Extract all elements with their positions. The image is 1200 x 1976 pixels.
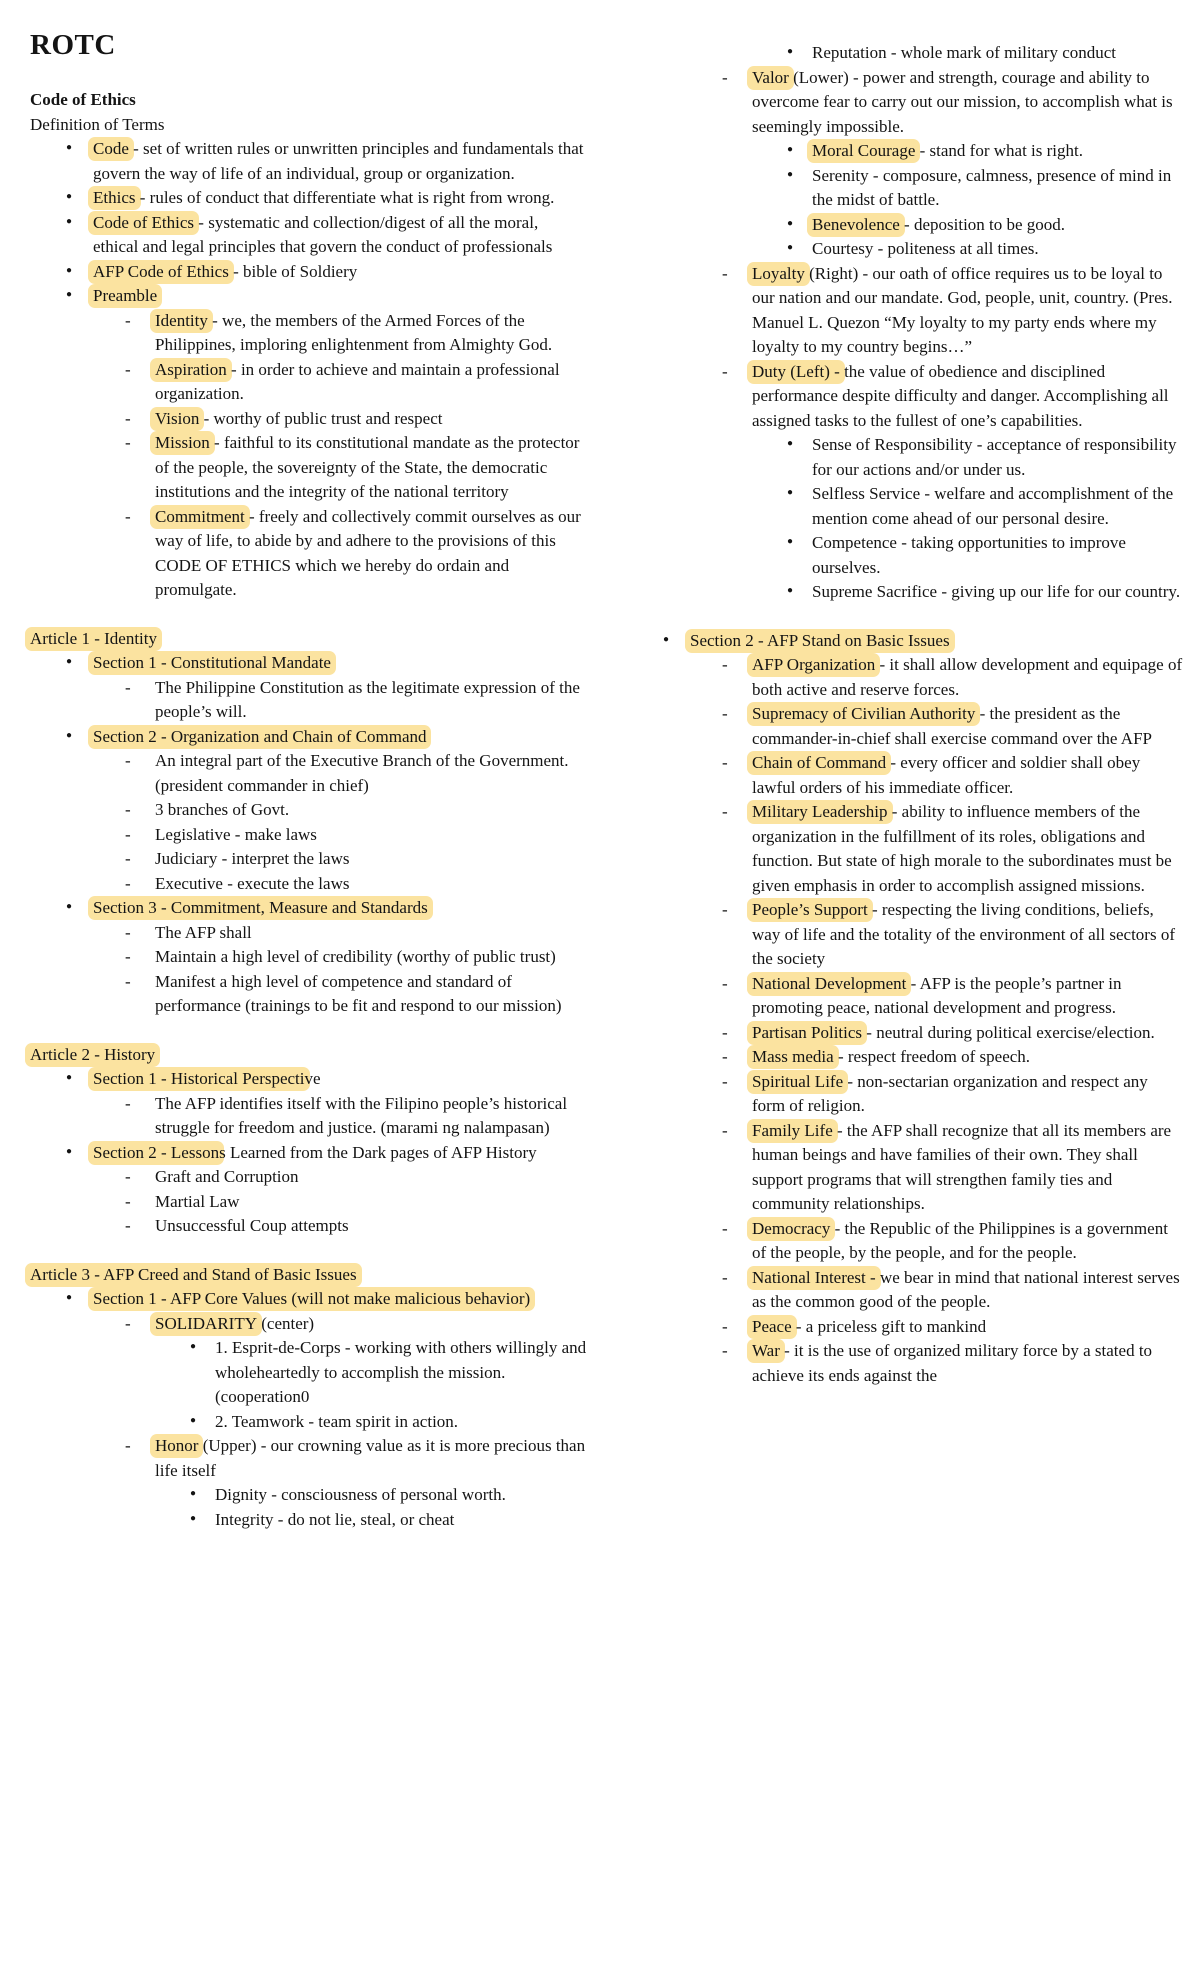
bullet-marker-icon: ●	[66, 142, 73, 153]
text-segment: 1. Esprit-de-Corps - working with others willingly and wholeheartedly to accomplish the mission. (cooperation0	[215, 1338, 587, 1406]
list-item	[627, 66, 1184, 140]
list-item-text	[155, 945, 587, 970]
list-item-text	[93, 186, 587, 211]
text-segment: - AFP is the people’s partner in promoting peace, national development and progress.	[752, 973, 1122, 1017]
text-segment: - every officer and soldier shall obey lawful orders of his immediate officer.	[752, 753, 1141, 797]
bullet-marker-icon: ●	[190, 1488, 197, 1499]
text-segment: Sense of Responsibility - acceptance of responsibility for our actions and/or under us.	[812, 435, 1177, 479]
dash-marker-icon: -	[722, 1120, 728, 1140]
highlighted-text: Section 2 - Organization and Chain of Command	[88, 725, 431, 749]
list-item	[30, 1141, 587, 1166]
list-item	[30, 1067, 587, 1092]
bullet-marker-icon: ●	[787, 46, 794, 57]
list-item	[627, 531, 1184, 580]
text-segment: Courtesy - politeness at all times.	[812, 239, 1039, 258]
highlighted-text: Section 1 - Historical Perspecti	[88, 1067, 310, 1091]
list-item	[30, 505, 587, 603]
text-segment: - the AFP shall recognize that all its members are human beings and have families of their own. They shall support programs that will strengthen family ties and community relationships.	[752, 1120, 1172, 1213]
dash-marker-icon: -	[125, 922, 131, 942]
list-item-text	[93, 1067, 587, 1092]
dash-marker-icon: -	[125, 677, 131, 697]
list-item-text	[155, 921, 587, 946]
bullet-marker-icon: ●	[66, 264, 73, 276]
list-item-text	[155, 847, 587, 872]
dash-marker-icon: -	[722, 704, 728, 723]
dash-marker-icon: -	[722, 900, 728, 919]
bullet-marker-icon: ●	[190, 1341, 197, 1352]
list-item	[30, 431, 587, 505]
list-item	[30, 137, 587, 186]
text-segment: - stand for what is right.	[915, 141, 1083, 160]
text-segment: - it shall allow development and equipage of both active and reserve forces.	[752, 655, 1183, 699]
text-segment: Legislative - make laws	[155, 824, 317, 844]
list-item-text	[752, 751, 1184, 800]
list-item	[30, 970, 587, 1019]
dash-marker-icon: -	[125, 873, 131, 893]
highlighted-text: Peace	[747, 1315, 797, 1339]
list-item	[627, 751, 1184, 800]
dash-marker-icon: -	[722, 1341, 728, 1360]
highlighted-text: Section 1 - AFP Core Values (will not make malicious behavior)	[88, 1287, 535, 1311]
list-item-text	[752, 1315, 1184, 1340]
highlighted-text: Ethics	[88, 186, 141, 210]
dash-marker-icon: -	[125, 506, 131, 526]
highlighted-text: War	[747, 1339, 785, 1363]
list-item	[627, 1315, 1184, 1340]
list-item	[627, 139, 1184, 164]
text-segment: s Learned from the Dark pages of AFP History	[219, 1142, 537, 1162]
list-item-text	[752, 1045, 1184, 1070]
text-segment: The AFP shall	[155, 922, 252, 942]
list-item	[30, 798, 587, 823]
list-item	[627, 237, 1184, 262]
column-left	[30, 26, 587, 1976]
highlighted-text: Vision	[150, 407, 204, 431]
list-item-text	[752, 1070, 1184, 1119]
list-item-text	[155, 1434, 587, 1483]
list-item	[30, 1287, 587, 1312]
text-segment: Martial Law	[155, 1191, 240, 1211]
highlighted-text: Military Leadership	[747, 800, 893, 824]
highlighted-text: AFP Code of Ethics	[88, 260, 234, 284]
bullet-marker-icon: ●	[66, 656, 73, 667]
text-segment: 2. Teamwork - team spirit in action.	[215, 1411, 459, 1431]
dash-marker-icon: -	[125, 800, 131, 819]
bullet-marker-icon: ●	[66, 729, 73, 741]
text-segment: Selfless Service - welfare and accomplishment of the mention come ahead of our personal desire.	[812, 484, 1174, 528]
text-segment: Integrity - do not lie, steal, or cheat	[215, 1509, 455, 1529]
highlighted-text: Section 2 - Lesson	[88, 1141, 224, 1165]
dash-marker-icon: -	[722, 973, 728, 993]
list-item	[30, 896, 587, 921]
text-segment: An integral part of the Executive Branch of the Government. (president commander in chief)	[155, 751, 569, 795]
dash-marker-icon: -	[722, 802, 728, 821]
text-segment: Graft and Corruption	[155, 1167, 299, 1186]
list-item-text	[215, 1410, 587, 1435]
text-segment: Reputation - whole mark of military conduct	[812, 43, 1117, 62]
text-segment: - in order to achieve and maintain a professional organization.	[155, 359, 560, 403]
list-item	[30, 186, 587, 211]
dash-marker-icon: -	[722, 361, 728, 381]
text-segment: Executive - execute the laws	[155, 873, 350, 893]
list-item	[627, 1119, 1184, 1217]
list-item	[627, 482, 1184, 531]
bullet-marker-icon: ●	[66, 1292, 73, 1303]
text-segment: - respecting the living conditions, beliefs, way of life and the totality of the environment of all sectors of the society	[752, 900, 1175, 968]
list-item-text	[93, 896, 587, 921]
highlighted-text: National Interest -	[747, 1266, 881, 1290]
list-item	[30, 1410, 587, 1435]
list-item-text	[812, 482, 1184, 531]
list-item	[30, 1165, 587, 1190]
bullet-marker-icon: ●	[190, 1414, 197, 1426]
list-item	[627, 580, 1184, 605]
text-segment: - freely and collectively commit ourselves as our way of life, to abide by and adhere to the provisions of this CODE OF ETHICS which we hereby do ordain and promulgate.	[155, 506, 581, 599]
list-item	[30, 211, 587, 260]
dash-marker-icon: -	[125, 849, 131, 868]
highlighted-text: Partisan Politics	[747, 1021, 867, 1045]
bullet-marker-icon: ●	[787, 585, 794, 596]
bullet-marker-icon: ●	[66, 1145, 73, 1157]
list-item-text	[752, 1021, 1184, 1046]
highlighted-text: Aspiration	[150, 358, 232, 382]
dash-marker-icon: -	[722, 1071, 728, 1091]
list-item	[627, 1070, 1184, 1119]
list-item	[627, 972, 1184, 1021]
highlighted-text: Chain of Command	[747, 751, 891, 775]
bullet-marker-icon: ●	[787, 487, 794, 498]
list-item-text	[93, 725, 587, 750]
text-segment: - set of written rules or unwritten principles and fundamentals that govern the way of life of an individual, group or organization.	[93, 139, 584, 183]
highlighted-text: Identity	[150, 309, 213, 333]
blank-line	[30, 64, 587, 88]
list-item-text	[752, 972, 1184, 1021]
text-segment: The Philippine Constitution as the legitimate expression of the people’s will.	[155, 677, 580, 721]
list-item	[30, 407, 587, 432]
list-item-text	[812, 164, 1184, 213]
bullet-marker-icon: ●	[66, 215, 73, 227]
dash-marker-icon: -	[125, 408, 131, 428]
text-segment: Competence - taking opportunities to improve ourselves.	[812, 533, 1126, 577]
text-segment: Supreme Sacrifice - giving up our life for our country.	[812, 582, 1181, 601]
list-item	[30, 1190, 587, 1215]
highlighted-text: Supremacy of Civilian Authority	[747, 702, 980, 726]
list-item-text	[812, 41, 1184, 66]
highlighted-text: Mission	[150, 431, 215, 455]
dash-marker-icon: -	[722, 1022, 728, 1042]
dash-marker-icon: -	[125, 947, 131, 966]
list-item	[30, 1312, 587, 1337]
list-item	[30, 1336, 587, 1410]
highlighted-text: Honor	[150, 1434, 203, 1458]
highlighted-text: SOLIDARITY	[150, 1312, 262, 1336]
list-item	[30, 260, 587, 285]
list-item	[627, 1266, 1184, 1315]
list-item	[30, 847, 587, 872]
doc-title: ROTC	[30, 29, 116, 61]
list-item-text	[812, 213, 1184, 238]
dash-marker-icon: -	[125, 971, 131, 991]
text-segment: - the president as the commander-in-chief shall exercise command over the AFP	[752, 704, 1152, 748]
text-segment: - faithful to its constitutional mandate as the protector of the people, the sovereignty of the State, the democratic institutions and the integrity of the national territory	[155, 433, 580, 501]
list-item	[627, 800, 1184, 898]
list-item-text	[155, 1190, 587, 1215]
list-item	[30, 1092, 587, 1141]
highlighted-text: Code	[88, 137, 134, 161]
list-item	[627, 41, 1184, 66]
list-item	[627, 262, 1184, 360]
text-segment: ve	[304, 1069, 321, 1088]
list-item-text	[812, 433, 1184, 482]
dash-marker-icon: -	[125, 1191, 131, 1211]
list-item-text	[155, 431, 587, 505]
list-item	[627, 653, 1184, 702]
list-item	[30, 358, 587, 407]
bullet-marker-icon: ●	[787, 217, 794, 229]
text-segment: - bible of Soldiery	[228, 261, 358, 281]
dash-marker-icon: -	[722, 655, 728, 674]
list-item-text	[812, 531, 1184, 580]
list-item-text	[93, 211, 587, 260]
list-item	[30, 651, 587, 676]
text-segment: - non-sectarian organization and respect any form of religion.	[752, 1071, 1148, 1115]
text-segment: - systematic and collection/digest of all the moral, ethical and legal principles that govern the conduct of professionals	[93, 212, 553, 256]
text-segment: (Lower) - power and strength, courage and ability to overcome fear to carry out our mission, to accomplish what is seemingly impossible.	[752, 67, 1173, 136]
list-item	[627, 213, 1184, 238]
list-item-text	[752, 1339, 1184, 1388]
text-segment: Dignity - consciousness of personal worth.	[215, 1485, 506, 1504]
list-item-text	[155, 407, 587, 432]
bullet-marker-icon: ●	[66, 1072, 73, 1083]
section-title	[30, 88, 587, 113]
list-item-text	[812, 237, 1184, 262]
text-segment: the value of obedience and disciplined performance despite difficulty and danger. Accomplishing all assigned tasks to the fullest of one’s capabilities.	[752, 361, 1169, 430]
column-right	[627, 26, 1184, 1976]
text-segment: - deposition to be good.	[899, 214, 1066, 234]
highlighted-text: Mass media	[747, 1045, 839, 1069]
list-item-text	[752, 360, 1184, 434]
highlighted-text: Commitment	[150, 505, 250, 529]
list-item-text	[812, 580, 1184, 605]
list-item-text	[752, 262, 1184, 360]
highlighted-text: Loyalty	[747, 262, 810, 286]
list-item-text	[155, 1312, 587, 1337]
dash-marker-icon: -	[722, 753, 728, 772]
list-item	[30, 1434, 587, 1483]
bullet-marker-icon: ●	[66, 901, 73, 912]
list-item-text	[215, 1508, 587, 1533]
article-heading	[30, 1043, 587, 1068]
list-item	[627, 360, 1184, 434]
article-heading	[30, 1263, 587, 1288]
highlighted-text: Section 3 - Commitment, Measure and Standards	[88, 896, 433, 920]
highlighted-text: Family Life	[747, 1119, 838, 1143]
text-segment: - ability to influence members of the organization in the fulfillment of its roles, obligations and function. But state of high morale to the subordinates must be given emphasis in order to accomplish assigned missions.	[752, 802, 1172, 895]
dash-marker-icon: -	[722, 67, 728, 87]
dash-marker-icon: -	[125, 433, 131, 452]
blank-line	[30, 1019, 587, 1043]
list-item-text	[752, 898, 1184, 972]
highlighted-text: Section 2 - AFP Stand on Basic Issues	[685, 629, 955, 653]
highlighted-text: Article 3 - AFP Creed and Stand of Basic Issues	[25, 1263, 362, 1287]
dash-marker-icon: -	[722, 1047, 728, 1066]
bullet-marker-icon: ●	[787, 168, 794, 180]
list-item	[30, 823, 587, 848]
dash-marker-icon: -	[125, 1436, 131, 1455]
list-item	[627, 629, 1184, 654]
blank-line	[30, 1239, 587, 1263]
list-item	[627, 898, 1184, 972]
highlighted-text: Democracy	[747, 1217, 835, 1241]
list-item	[30, 309, 587, 358]
list-item-text	[752, 66, 1184, 140]
list-item-text	[155, 1092, 587, 1141]
text-segment: - the Republic of the Philippines is a government of the people, by the people, and for the people.	[752, 1218, 1168, 1262]
list-item	[30, 676, 587, 725]
list-item-text	[215, 1483, 587, 1508]
list-item	[30, 725, 587, 750]
text-segment: - rules of conduct that differentiate what is right from wrong.	[135, 188, 555, 207]
highlighted-text: Article 2 - History	[25, 1043, 160, 1067]
bullet-marker-icon: ●	[66, 289, 73, 300]
text-segment: Serenity - composure, calmness, presence of mind in the midst of battle.	[812, 165, 1172, 209]
list-item-text	[690, 629, 1184, 654]
list-item-text	[155, 823, 587, 848]
list-item-text	[93, 284, 587, 309]
list-item	[627, 702, 1184, 751]
dash-marker-icon: -	[125, 310, 131, 330]
text-segment: Maintain a high level of credibility (worthy of public trust)	[155, 947, 556, 966]
highlighted-text: Moral Courage	[807, 139, 920, 163]
list-item	[30, 1214, 587, 1239]
dash-marker-icon: -	[722, 263, 728, 283]
list-item-text	[93, 651, 587, 676]
list-item	[30, 945, 587, 970]
list-item-text	[752, 1217, 1184, 1266]
list-item-text	[155, 1165, 587, 1190]
list-item-text	[752, 702, 1184, 751]
list-item-text	[93, 1287, 587, 1312]
text-segment: 3 branches of Govt.	[155, 800, 290, 819]
highlighted-text: Preamble	[88, 284, 162, 308]
list-item-text	[155, 676, 587, 725]
dash-marker-icon: -	[125, 751, 131, 770]
list-item	[627, 1339, 1184, 1388]
list-item	[627, 1021, 1184, 1046]
dash-marker-icon: -	[125, 1313, 131, 1333]
text-segment: - worthy of public trust and respect	[199, 408, 443, 428]
bullet-marker-icon: ●	[190, 1512, 197, 1524]
text-segment: - neutral during political exercise/election.	[862, 1022, 1155, 1042]
text-segment: - a priceless gift to mankind	[791, 1316, 987, 1336]
list-item-text	[752, 1119, 1184, 1217]
bullet-marker-icon: ●	[66, 191, 73, 202]
bullet-marker-icon: ●	[787, 536, 794, 547]
blank-line	[30, 603, 587, 627]
list-item	[627, 164, 1184, 213]
highlighted-text: Code of Ethics	[88, 211, 199, 235]
highlighted-text: Valor	[747, 66, 794, 90]
bullet-marker-icon: ●	[787, 438, 794, 449]
text-segment: The AFP identifies itself with the Filipino people’s historical struggle for freedom and justice. (marami ng nalampasan)	[155, 1093, 568, 1137]
dash-marker-icon: -	[125, 824, 131, 844]
highlighted-text: Spiritual Life	[747, 1070, 848, 1094]
highlighted-text: Article 1 - Identity	[25, 627, 162, 651]
list-item-text	[752, 800, 1184, 898]
highlighted-text: People’s Support	[747, 898, 873, 922]
list-item-text	[155, 798, 587, 823]
text-segment: - it is the use of organized military force by a stated to achieve its ends against the	[752, 1341, 1153, 1385]
dash-marker-icon: -	[125, 1093, 131, 1113]
dash-marker-icon: -	[722, 1218, 728, 1238]
list-item-text	[155, 872, 587, 897]
dash-marker-icon: -	[722, 1316, 728, 1336]
list-item-text	[93, 1141, 587, 1166]
highlighted-text: Benevolence	[807, 213, 905, 237]
text-segment: (Right) - our oath of office requires us to be loyal to our nation and our mandate. God, people, unit, country. (Pres. Manuel L. Quezon “My loyalty to my party ends where my loyalty to my country begins…”	[752, 263, 1173, 356]
highlighted-text: National Development	[747, 972, 911, 996]
dash-marker-icon: -	[722, 1267, 728, 1287]
text-segment: Definition of Terms	[30, 114, 165, 134]
article-heading	[30, 627, 587, 652]
list-item-text	[155, 505, 587, 603]
list-item-text	[155, 970, 587, 1019]
bullet-marker-icon: ●	[787, 242, 794, 253]
highlighted-text: Section 1 - Constitutional Mandate	[88, 651, 336, 675]
text-segment: Judiciary - interpret the laws	[155, 849, 350, 868]
list-item-text	[93, 137, 587, 186]
highlighted-text: Duty (Left) -	[747, 360, 845, 384]
text-segment: we bear in mind that national interest serves as the common good of the people.	[752, 1267, 1180, 1311]
text-segment: - respect freedom of speech.	[833, 1047, 1031, 1066]
list-item-text	[752, 1266, 1184, 1315]
list-item	[30, 749, 587, 798]
list-item-text	[215, 1336, 587, 1410]
list-item-text	[155, 309, 587, 358]
bullet-marker-icon: ●	[663, 633, 670, 645]
list-item-text	[812, 139, 1184, 164]
dash-marker-icon: -	[125, 1167, 131, 1186]
text-segment: (center)	[257, 1313, 315, 1333]
text-segment: Code of Ethics	[30, 90, 136, 109]
list-item	[627, 1217, 1184, 1266]
list-item	[627, 433, 1184, 482]
bullet-marker-icon: ●	[787, 144, 794, 155]
dash-marker-icon: -	[125, 359, 131, 379]
blank-line	[627, 605, 1184, 629]
list-item-text	[155, 358, 587, 407]
text-segment: Manifest a high level of competence and standard of performance (trainings to be fit and respond to our mission)	[155, 971, 562, 1015]
dash-marker-icon: -	[125, 1216, 131, 1235]
list-item	[30, 1508, 587, 1533]
list-item	[627, 1045, 1184, 1070]
list-item	[30, 284, 587, 309]
text-segment: Unsuccessful Coup attempts	[155, 1216, 349, 1235]
list-item-text	[93, 260, 587, 285]
list-item-text	[155, 749, 587, 798]
text-line	[30, 113, 587, 138]
text-segment: - we, the members of the Armed Forces of the Philippines, imploring enlightenment from Almighty God.	[155, 310, 553, 354]
list-item-text	[752, 653, 1184, 702]
list-item	[30, 921, 587, 946]
text-segment: (Upper) - our crowning value as it is more precious than life itself	[155, 1436, 586, 1480]
highlighted-text: AFP Organization	[747, 653, 880, 677]
list-item	[30, 1483, 587, 1508]
list-item	[30, 872, 587, 897]
list-item-text	[155, 1214, 587, 1239]
